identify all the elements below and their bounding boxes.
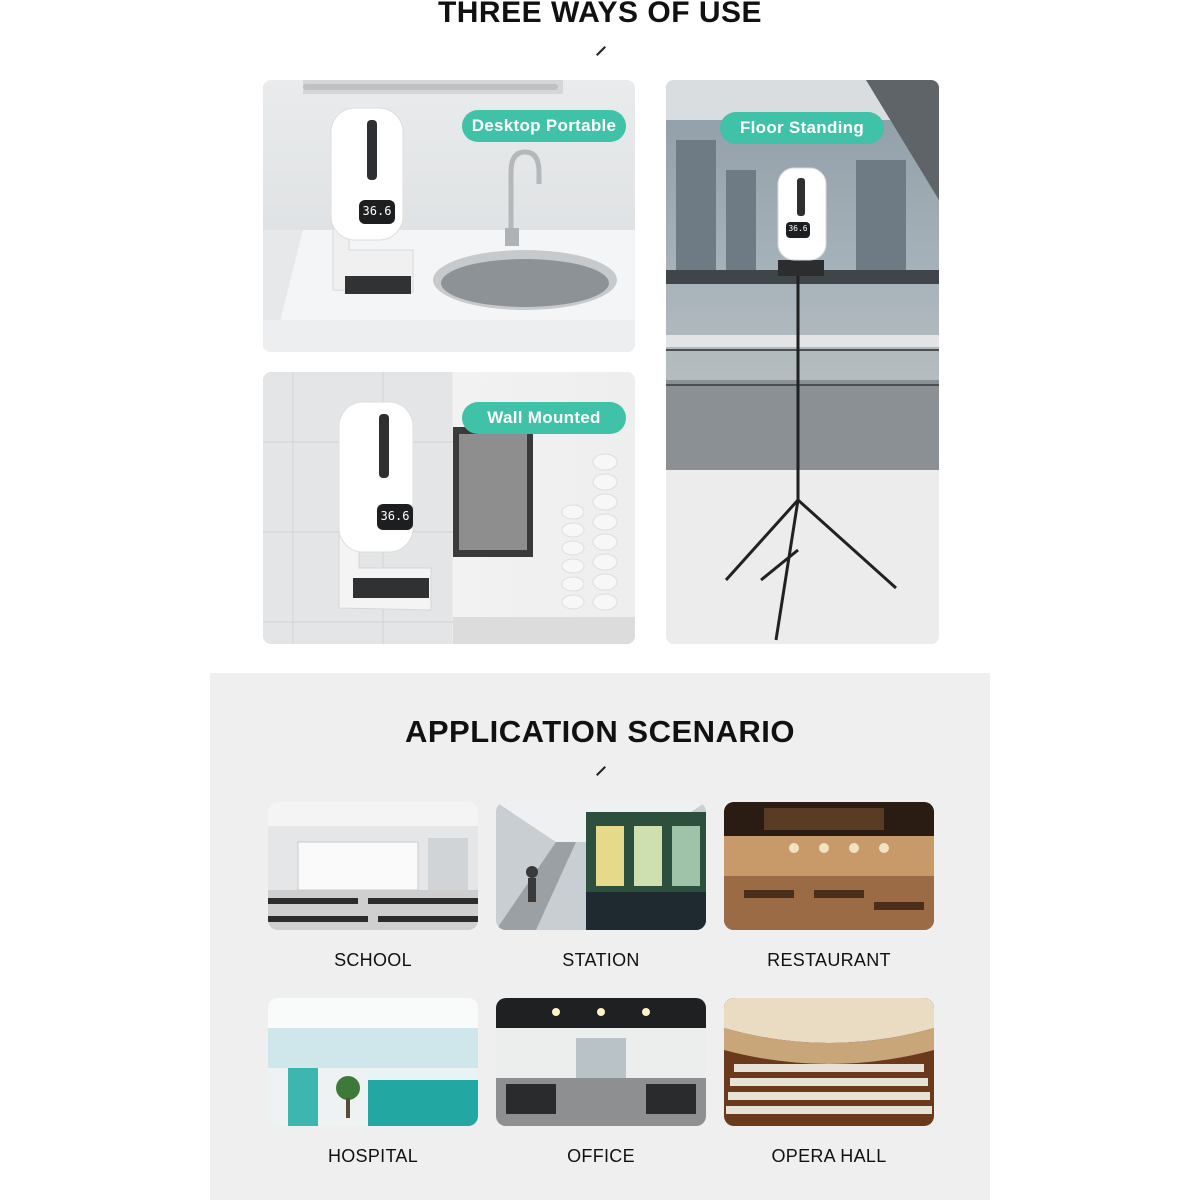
temperature-display: 36.6 (362, 204, 392, 218)
scenario-label: STATION (562, 950, 640, 970)
scenario-restaurant-photo (724, 802, 934, 930)
floor-scene-illustration (666, 80, 939, 644)
title-accent-mark (596, 46, 606, 56)
scenario-hospital-photo (268, 998, 478, 1126)
usage-mode-badge: Wall Mounted (462, 402, 626, 434)
usage-mode-badge: Desktop Portable (462, 110, 626, 142)
scenario-label: SCHOOL (334, 950, 412, 970)
temperature-display: 36.6 (380, 509, 410, 523)
scenario-label: OFFICE (567, 1146, 635, 1166)
scenario-office-photo (496, 998, 706, 1126)
section-title-three-ways: THREE WAYS OF USE (437, 0, 763, 29)
usage-mode-badge: Floor Standing (720, 112, 884, 144)
floor-standing-photo (666, 80, 939, 644)
wall-mounted-photo (263, 372, 635, 644)
scenario-label: RESTAURANT (767, 950, 891, 970)
desktop-portable-photo (263, 80, 635, 352)
temperature-display: 36.6 (788, 224, 808, 233)
scenario-label: HOSPITAL (327, 1146, 419, 1166)
section-title-application: APPLICATION SCENARIO (404, 714, 796, 749)
scenario-label: OPERA HALL (771, 1146, 887, 1166)
scenario-station-photo (496, 802, 706, 930)
scenario-opera-hall-photo (724, 998, 934, 1126)
scenario-school-photo (268, 802, 478, 930)
